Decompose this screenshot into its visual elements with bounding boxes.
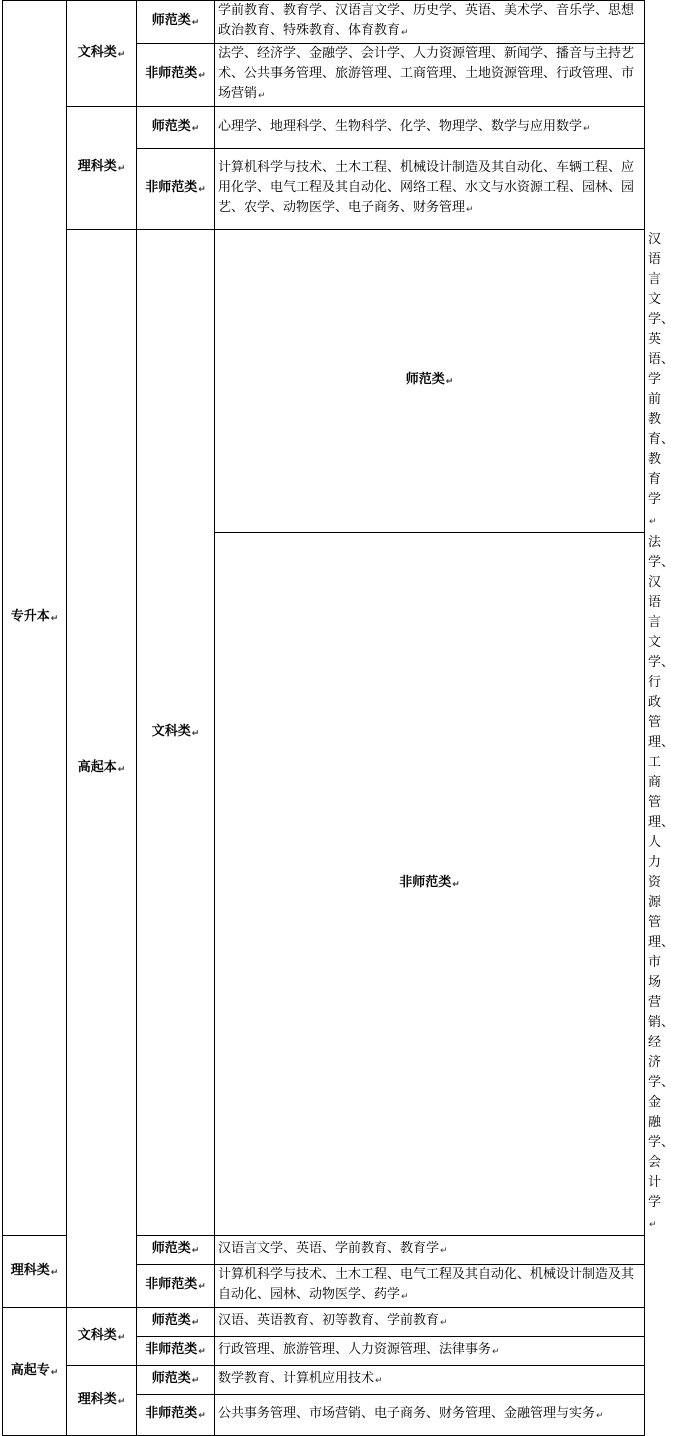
majors-cell: 公共事务管理、市场营销、电子商务、财务管理、金融管理与实务↵ xyxy=(215,1395,645,1436)
table-row xyxy=(3,107,645,149)
majors-cell: 计算机科学与技术、土木工程、电气工程及其自动化、机械设计制造及其自动化、园林、动物医学、药学↵ xyxy=(215,1265,645,1308)
table-row: 高起本↵ 文科类↵ 师范类↵ 汉语言文学、英语、学前教育、教育学↵ xyxy=(3,230,645,533)
type-cell: 师范类↵ xyxy=(137,1366,215,1395)
table-row xyxy=(3,1366,645,1395)
majors-cell: 计算机科学与技术、土木工程、机械设计制造及其自动化、车辆工程、应用化学、电气工程及其自动化、网络工程、水文与水资源工程、园林、园艺、农学、动物医学、电子商务、财务管理↵ xyxy=(215,149,645,230)
type-cell: 师范类↵ xyxy=(137,107,215,149)
category-cell: 理科类↵ xyxy=(67,1366,137,1436)
type-cell: 非师范类↵ xyxy=(137,44,215,107)
table-row xyxy=(3,1,645,44)
table-row: 非师范类↵ 法学、汉语言文学、行政管理、工商管理、人力资源管理、市场营销、经济学、金融学、会计学↵ xyxy=(3,533,645,1236)
type-cell: 非师范类↵ xyxy=(137,149,215,230)
category-cell: 文科类↵ xyxy=(137,230,215,1236)
table-row xyxy=(3,1308,645,1337)
type-cell: 非师范类↵ xyxy=(137,1337,215,1366)
category-cell: 文科类↵ xyxy=(67,1,137,107)
level-cell: 高起专↵ xyxy=(3,1308,67,1436)
majors-cell: 学前教育、教育学、汉语言文学、历史学、英语、美术学、音乐学、思想政治教育、特殊教育、体育教育↵ xyxy=(215,1,645,44)
majors-cell: 法学、经济学、金融学、会计学、人力资源管理、新闻学、播音与主持艺术、公共事务管理、旅游管理、工商管理、土地资源管理、行政管理、市场营销↵ xyxy=(215,44,645,107)
category-cell: 理科类↵ xyxy=(67,107,137,230)
type-cell: 师范类↵ xyxy=(137,1236,215,1265)
category-cell: 文科类↵ xyxy=(67,1308,137,1366)
level-cell: 专升本↵ xyxy=(3,1,67,1236)
type-cell: 师范类↵ xyxy=(137,1,215,44)
level-cell: 高起本↵ xyxy=(67,230,137,1308)
type-cell: 师范类↵ xyxy=(137,1308,215,1337)
type-cell: 非师范类↵ xyxy=(137,1395,215,1436)
majors-cell: 汉语言文学、英语、学前教育、教育学↵ xyxy=(215,1236,645,1265)
category-cell: 理科类↵ xyxy=(3,1236,67,1308)
type-cell: 非师范类↵ xyxy=(215,533,645,1236)
majors-cell: 数学教育、计算机应用技术↵ xyxy=(215,1366,645,1395)
majors-cell: 汉语、英语教育、初等教育、学前教育↵ xyxy=(215,1308,645,1337)
majors-table xyxy=(2,0,674,1436)
type-cell: 师范类↵ xyxy=(215,230,645,533)
type-cell: 非师范类↵ xyxy=(137,1265,215,1308)
majors-cell: 心理学、地理科学、生物科学、化学、物理学、数学与应用数学↵ xyxy=(215,107,645,149)
majors-cell: 行政管理、旅游管理、人力资源管理、法律事务↵ xyxy=(215,1337,645,1366)
